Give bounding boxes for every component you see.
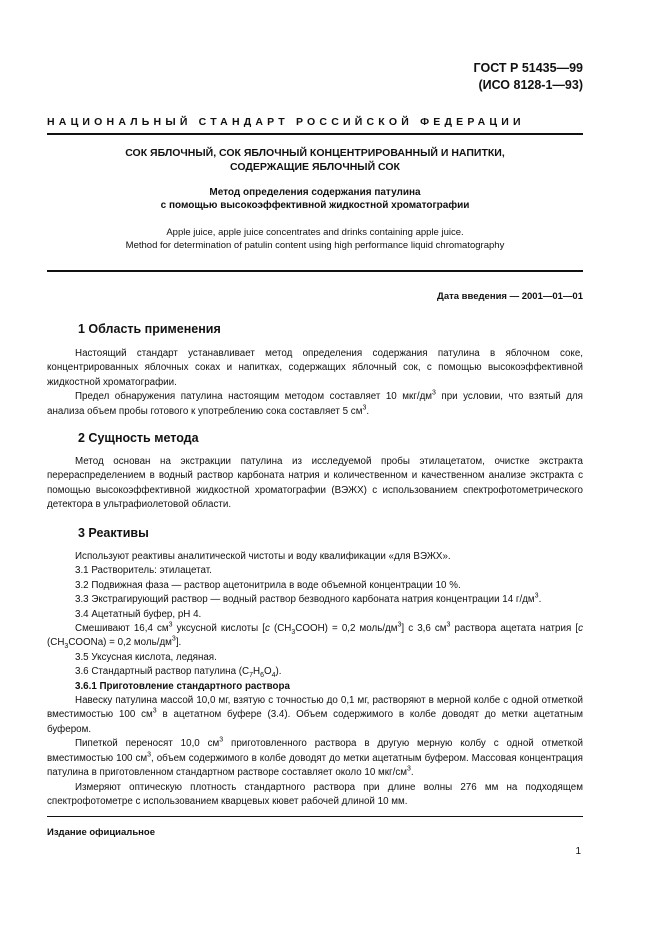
subtitle-line-2: с помощью высокоэффективной жидкостной хроматографии (160, 200, 470, 211)
banner-rule (47, 133, 583, 135)
national-standard-banner: НАЦИОНАЛЬНЫЙ СТАНДАРТ РОССИЙСКОЙ ФЕДЕРАЦИИ (47, 116, 525, 128)
item-3-6-1-paragraph-3: Измеряют оптическую плотность стандартного раствора при длине волны 276 мм на подходящем спектрофотометре с использованием кварцевых кювет рабочей длиной 10 мм. (47, 781, 583, 807)
english-title (47, 226, 583, 252)
item-3-2: 3.2 Подвижная фаза — раствор ацетонитрила в воде объемной концентрации 10 %. (75, 579, 461, 591)
section-1-heading: 1 Область применения (78, 322, 221, 336)
item-3-6: 3.6 Стандартный раствор патулина $(C_7H_6O_4)$. (75, 666, 282, 680)
title-line-1: СОК ЯБЛОЧНЫЙ, СОК ЯБЛОЧНЫЙ КОНЦЕНТРИРОВАННЫЙ И НАПИТКИ, (125, 147, 505, 159)
document-title (47, 146, 583, 174)
section-3-heading: 3 Реактивы (78, 526, 149, 540)
item-3-1: 3.1 Растворитель: этилацетат. (75, 565, 212, 577)
section-2-paragraph-1: Метод основан на экстракции патулина из исследуемой пробы этилацетатом, очистке экстракта перераспределением в водный раствор карбоната натрия и количественном и качественном анализе экстракта с помощью высокоэффективной жидкостной хроматографии (ВЭЖХ) с использованием спектрофотометрического детектора в ультрафиолетовой области. (47, 456, 583, 511)
title-rule (47, 270, 583, 272)
item-3-4-procedure: Смешивают 16,4 $см^3$ уксусной кислоты [c $(CH_3COOH) = 0,2$ моль/$дм^3$] с 3,6 $см^3$ раствора ацетата натрия [c $(CH_3COONa) = 0,2$ моль/$дм^3$]. (47, 621, 583, 651)
item-3-6-1-paragraph-1: Навеску патулина массой 10,0 мг, взятую с точностью до 0,1 мг, растворяют в мерной колбе с одной отметкой вместимостью 100 $см^3$ в ацетатном буфере (3.4). Объем содержимого в колбе доводят до метки ацетатным буфером. (47, 695, 583, 735)
section-1-body (47, 347, 583, 419)
english-title-line-2: Method for determination of patulin content using high performance liquid chromatography (125, 240, 505, 251)
section-2-body (47, 455, 583, 513)
item-3-3: 3.3 Экстрагирующий раствор — водный раствор безводного карбоната натрия концентрации 14 $г/дм^3$. (75, 592, 542, 606)
section-2-heading: 2 Сущность метода (78, 431, 199, 445)
standard-code (474, 60, 583, 94)
item-3-4: 3.4 Ацетатный буфер, pH 4. (75, 608, 202, 620)
title-line-2: СОДЕРЖАЩИЕ ЯБЛОЧНЫЙ СОК (230, 161, 400, 173)
section-1-paragraph-2: Предел обнаружения патулина настоящим методом составляет 10 мкг/$дм^3$ при условии, что взятый для анализа объем пробы готового к употреблению сока составляет 5 $см^3$. (47, 389, 583, 417)
page-number: 1 (575, 846, 581, 857)
item-3-6-1-paragraph-2: Пипеткой переносят 10,0 $см^3$ приготовленного раствора в другую мерную колбу с одной отметкой вместимостью 100 $см^3$, объем содержимого в колбе доводят до метки ацетатным буфером. Массовая концентрация патулина в приготовленном стандартном растворе составляет около 10 мкг/$см^3$. (47, 737, 583, 779)
item-3-6-1-heading: 3.6.1 Приготовление стандартного раствора (75, 680, 290, 692)
standard-code-iso: (ИСО 8128-1—93) (478, 78, 583, 92)
item-3-5: 3.5 Уксусная кислота, ледяная. (75, 651, 217, 663)
footer-rule (47, 816, 583, 817)
standard-code-gost: ГОСТ Р 51435—99 (473, 61, 583, 75)
introduction-date: Дата введения — 2001—01—01 (437, 291, 583, 302)
subtitle-line-1: Метод определения содержания патулина (209, 187, 421, 198)
section-1-paragraph-1: Настоящий стандарт устанавливает метод определения содержания патулина в яблочном соке, концентрированных яблочных соках и напитках, содержащих яблочный сок, с помощью высокоэффективной жидкостной хроматографии. (47, 348, 583, 388)
official-edition-label: Издание официальное (47, 827, 155, 838)
section-3-body (47, 550, 583, 809)
english-title-line-1: Apple juice, apple juice concentrates and drinks containing apple juice. (166, 227, 464, 238)
document-subtitle (47, 186, 583, 212)
section-3-intro: Используют реактивы аналитической чистоты и воду квалификации «для ВЭЖХ». (75, 551, 451, 562)
